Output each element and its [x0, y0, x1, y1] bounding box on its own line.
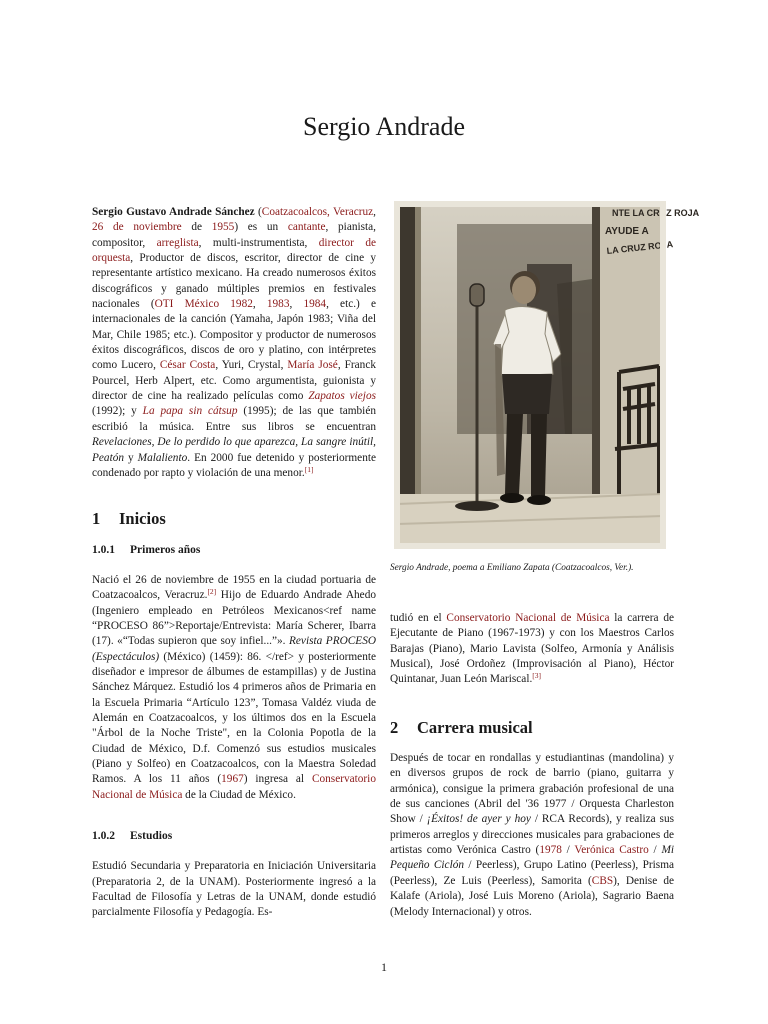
- primeros-anos-paragraph: Nació el 26 de noviembre de 1955 en la ciudad portuaria de Coatzacoalcos, Veracruz.[2] Hijo de Eduardo Andrade Ahedo (Ingeniero empleado en Petróleos Mexicanos<ref name “PROCESO 86”>Reportaje/Entrevista: María Scherer, Ibarra (17). «“Todas supieron que soy infiel...”». Revista PROCESO (Espectáculos) (México) (1459): 86. </ref> y posteriormente diseñador e impresor de álbumes de estampillas) y de Justina Sánchez Márquez. Estudió los 4 primeros años de Primaria en la Escuela Primaria “Artículo 123”, Tomasa Valdéz viuda de Alemán en Coatzacoalcos, y los últimos dos en la Escuela "Árbol de la Noche Triste", en la Colonia Popotla de la Ciudad de México, D.f. Comenzó sus estudios musicales (Piano y Solfeo) en Coatzacoalcos, con la Maestra Soledad Ramos. A los 11 años (1967) ingresa al Conservatorio Nacional de Música de la Ciudad de México.: [92, 573, 376, 801]
- photo-caption: Sergio Andrade, poema a Emiliano Zapata (Coatzacoalcos, Ver.).: [390, 563, 634, 573]
- subsection-heading-estudios: 1.0.2 Estudios: [92, 830, 173, 843]
- link-conservatorio[interactable]: Conservatorio Nacional de Música: [92, 773, 376, 801]
- revista-proceso: Revista PROCESO (Espectáculos): [92, 635, 376, 663]
- link-arreglista[interactable]: arreglista: [156, 236, 199, 249]
- page-title: Sergio Andrade: [303, 112, 465, 141]
- link-1984[interactable]: 1984: [303, 298, 327, 311]
- subsection-heading-primeros-anos: 1.0.1 Primeros años: [92, 543, 201, 556]
- link-maria-jose[interactable]: María José: [287, 359, 338, 372]
- link-1967[interactable]: 1967: [221, 773, 244, 786]
- book-malaliento: Malaliento: [137, 451, 188, 464]
- link-1978[interactable]: 1978: [539, 844, 562, 857]
- link-cantante[interactable]: cantante: [287, 221, 326, 234]
- reference-1[interactable]: [1]: [304, 464, 314, 474]
- link-cesar-costa[interactable]: César Costa: [159, 359, 216, 372]
- reference-3[interactable]: [3]: [532, 671, 542, 681]
- section-heading-inicios: 1 Inicios: [92, 509, 166, 529]
- reference-2[interactable]: [2]: [207, 587, 217, 597]
- link-1955[interactable]: 1955: [211, 221, 235, 234]
- photo-sign-text-3: LA CRUZ ROJA: [606, 239, 674, 256]
- link-coatzacoalcos[interactable]: Coatzacoalcos, Veracruz: [261, 206, 374, 218]
- photo-sign-text: NTE LA CRUZ ROJA: [612, 208, 700, 218]
- link-director-orquesta[interactable]: director de orquesta: [92, 236, 376, 265]
- link-cbs[interactable]: CBS: [591, 874, 614, 887]
- estudios-continued-paragraph: tudió en el Conservatorio Nacional de Música la carrera de Ejecutante de Piano (1967-1973) y con los Maestros Carlos Barajas (Piano), Mario Lavista (Solfeo, Armonía y Análisis Musical), José Ordoñez (Improvisación al Piano), Héctor Quintanar, Juan León Mariscal.[3]: [390, 612, 674, 686]
- album-mi-pequeno-ciclon: Mi Pequeño Ciclón: [390, 844, 674, 872]
- page-number: 1: [381, 960, 387, 974]
- link-1983[interactable]: 1983: [266, 298, 290, 311]
- intro-paragraph: Sergio Gustavo Andrade Sánchez (Coatzacoalcos, Veracruz, 26 de noviembre de 1955) es un cantante, pianista, compositor, arreglista, multi-instrumentista, director de orquesta, Productor de discos, escritor, director de cine y representante artístico mexicano. Ha creado numerosos éxitos discográficos y ganado múltiples premios en festivales nacionales (OTI México 1982, 1983, 1984, etc.) e internacionales de la canción (Yamaha, Japón 1983; Viña del Mar, Chile 1985; etc.). Compositor y productor de numerosos éxitos discográficos, discos de oro y platino, con intérpretes como Lucero, César Costa, Yuri, Crystal, María José, Franck Pourcel, Herb Alpert, etc. Como argumentista, guionista y director de cine ha realizado películas como Zapatos viejos (1992); y La papa sin cátsup (1995); de las que también escribió la música. Entre sus libros se encuentran Revelaciones, De lo perdido lo que aparezca, La sangre inútil, Peatón y Malaliento. En 2000 fue detenido y posteriormente condenado por rapto y violación de una menor.[1]: [92, 206, 376, 479]
- section-heading-carrera-musical: 2 Carrera musical: [390, 717, 533, 737]
- photo-sign-text-2: AYUDE A: [605, 226, 649, 237]
- right-column: [390, 200, 700, 920]
- link-veronica-castro[interactable]: Verónica Castro: [574, 844, 649, 857]
- carrera-musical-paragraph: Después de tocar en rondallas y estudiantinas (mandolina) y en diversos grupos de rock de barrio (piano, guitarra y armónica), consigue la primera grabación profesional de una de sus canciones (Abril del '36 1977 / Orquesta Charleston Show / ¡Éxitos! de ayer y hoy / RCA Records), y realiza sus primeros arreglos y direcciones musicales para grabaciones de artistas como Verónica Castro (1978 / Verónica Castro / Mi Pequeño Ciclón / Peerless), Grupo Latino (Peerless), Prisma (Peerless), Ze Luis (Peerless), Samorita (CBS), Denise de Kalafe (Ariola), José Luis Moreno (Ariola), Sagrario Baena (Melody Internacional) y otros.: [390, 752, 674, 918]
- subject-name: Sergio Gustavo Andrade Sánchez: [92, 206, 255, 218]
- estudios-paragraph: Estudió Secundaria y Preparatoria en Iniciación Universitaria (Preparatoria 2, de la UNAM). Posteriormente ingresó a la Facultad de Filosofía y Letras de la UNAM, donde estudió parcialmente Filosofía y Pedagogía. Es-: [92, 860, 376, 919]
- link-la-papa-sin-catsup[interactable]: La papa sin cátsup: [142, 405, 238, 418]
- link-conservatorio-2[interactable]: Conservatorio Nacional de Música: [446, 612, 610, 624]
- link-birth-date[interactable]: 26 de noviembre: [92, 221, 182, 234]
- album-exitos: ¡Éxitos! de ayer y hoy: [426, 813, 531, 826]
- book-titles: Revelaciones, De lo perdido lo que aparezca, La sangre inútil, Peatón: [92, 436, 376, 464]
- sergio-andrade-photo: [397, 204, 700, 546]
- link-oti-mexico[interactable]: OTI México 1982: [154, 298, 253, 311]
- left-column: [92, 205, 376, 921]
- link-zapatos-viejos[interactable]: Zapatos viejos: [308, 390, 376, 403]
